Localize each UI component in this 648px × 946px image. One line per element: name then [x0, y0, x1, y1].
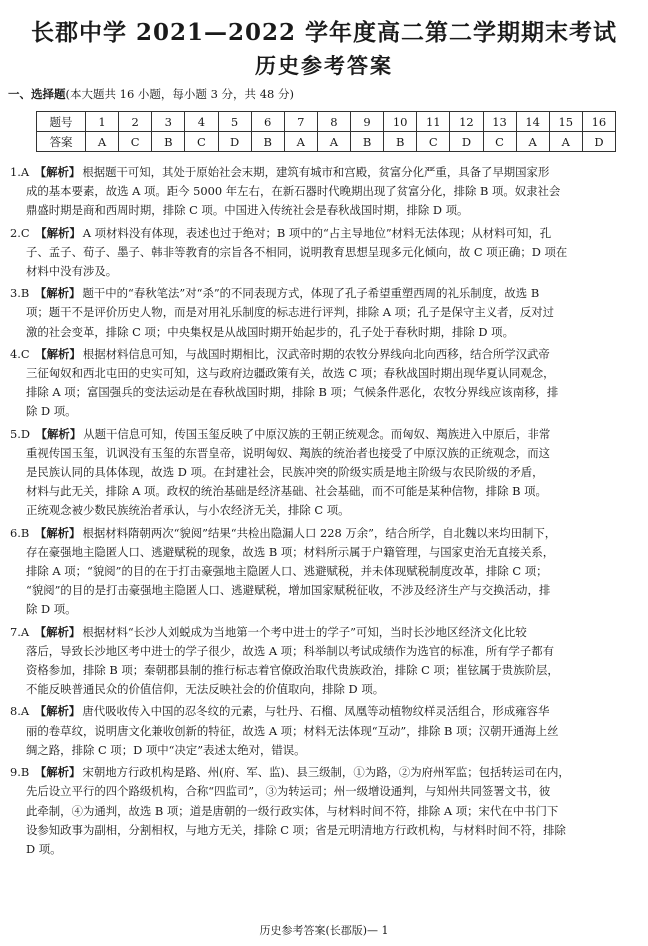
- explanation-line: 落后，导致长沙地区考中进士的学子很少，故选 A 项；科举制以考试成绩作为选官的标准，所有学子都有: [26, 643, 555, 658]
- answer-cell: C: [119, 132, 152, 152]
- explanation-first-line: [10, 163, 638, 182]
- explanation-line: 材料与此无关，排除 A 项。政权的统治基础是经济基础、社会基础，而不可能是某种信物，排除 B 项。: [26, 484, 547, 499]
- explanation-first-line: [10, 763, 638, 782]
- question-number: 1: [86, 112, 119, 132]
- explanation-line: 项；题干不是评价历史人物，而是对用礼乐制度的标志进行评判，排除 A 项；孔子是保守主义者，反对过: [26, 305, 555, 320]
- explanation-line: 设参知政事为副相，分割相权，与地方无关，排除 C 项；省是元明清地方行政机构，与材料时间不符，排除: [26, 822, 566, 837]
- explanation-item: [10, 224, 638, 282]
- item-number: 1.: [10, 165, 21, 179]
- item-answer: A: [20, 624, 30, 639]
- explanation-first-line: [10, 425, 638, 444]
- explanation-line: 根据材料信息可知，与战国时期相比，汉武帝时期的农牧分界线向北向西移，结合所学汉武帝: [82, 346, 550, 361]
- answer-cell: C: [483, 132, 516, 152]
- analysis-tag: 【解析】: [34, 165, 81, 179]
- analysis-tag: 【解析】: [35, 426, 82, 441]
- item-answer: D: [20, 426, 31, 441]
- explanation-line: 除 D 项。: [26, 404, 77, 419]
- answer-cell: A: [516, 132, 549, 152]
- explanation-item: [10, 425, 638, 521]
- item-answer: A: [20, 165, 30, 179]
- item-number: 2.: [10, 225, 21, 240]
- answer-cell: A: [284, 132, 317, 152]
- item-number: 6.: [10, 525, 21, 540]
- question-number: 14: [516, 112, 549, 132]
- explanation-item: [10, 623, 638, 700]
- explanation-line: 丽的卷草纹，说明唐文化兼收创新的特征，故选 A 项；材料无法体现“互动”，排除 B 项；汉朝开通海上丝: [26, 723, 559, 738]
- item-number: 3.: [10, 286, 21, 301]
- explanation-line: 材料中没有涉及。: [26, 264, 118, 279]
- question-number: 9: [351, 112, 384, 132]
- item-number: 9.: [10, 765, 21, 780]
- document-subtitle: 历史参考答案: [255, 54, 393, 78]
- explanation-first-line: [10, 284, 638, 303]
- section-note: (本大题共 16 小题，每小题 3 分，共 48 分): [65, 87, 294, 101]
- explanation-line: 唐代吸收传入中国的忍冬纹的元素，与牡丹、石榴、凤凰等动植物纹样灵活组合，形成雍容华: [82, 704, 550, 719]
- item-answer: C: [20, 346, 30, 361]
- question-number: 4: [185, 112, 218, 132]
- explanation-line: A 项材料没有体现，表述也过于绝对；B 项中的“占主导地位”材料无法体现；从材料可知，孔: [82, 225, 552, 240]
- answer-cell: C: [417, 132, 450, 152]
- question-number: 5: [218, 112, 251, 132]
- item-answer: A: [20, 704, 30, 719]
- explanation-line: 不能反映普通民众的价值信仰，无法反映社会的价值取向，排除 D 项。: [26, 682, 385, 697]
- item-number: 7.: [10, 624, 21, 639]
- explanation-line: 是民族认同的具体体现，故选 D 项。在封建社会，民族冲突的阶级实质是地主阶级与农民阶级的矛盾，: [26, 465, 544, 480]
- explanation-first-line: [10, 224, 638, 243]
- analysis-tag: 【解析】: [34, 624, 81, 639]
- row-label-question: 题号: [37, 112, 86, 132]
- analysis-tag: 【解析】: [34, 704, 81, 719]
- explanation-line: 鼎盛时期是商和西周时期，排除 C 项。中国进入传统社会是春秋战国时期，排除 D 项。: [26, 203, 469, 218]
- explanation-item: [10, 163, 638, 221]
- explanation-line: 排除 A 项；富国强兵的变法运动是在春秋战国时期，排除 B 项；气候条件恶化，农牧分界线应该南移，排: [26, 385, 559, 400]
- explanation-item: [10, 345, 638, 422]
- explanation-line: 重视传国玉玺，讥讽没有玉玺的东晋皇帝，说明匈奴、羯族的统治者也接受了中原汉族的正统观念，而这: [26, 445, 550, 460]
- question-number: 12: [450, 112, 483, 132]
- item-number: 8.: [10, 704, 21, 719]
- answer-cell: A: [549, 132, 582, 152]
- section-label: 一、选择题: [8, 87, 66, 101]
- question-number: 2: [119, 112, 152, 132]
- explanation-line: 此牵制，④为通判，故选 B 项；道是唐朝的一级行政实体，与材料时间不符，排除 A 项；宋代在中书门下: [26, 803, 559, 818]
- question-number-row: [37, 112, 616, 132]
- explanation-line: 根据材料隋朝两次“貌阅”结果“共检出隐漏人口 228 万余”，结合所学，自北魏以来均田制下，: [82, 525, 557, 540]
- explanation-item: [10, 702, 638, 760]
- answer-table: [36, 111, 616, 152]
- analysis-tag: 【解析】: [34, 286, 81, 301]
- explanation-line: 三征匈奴和西北屯田的史实可知，这与政府边疆政策有关，故选 C 项；春秋战国时期出现华夏认同观念，: [26, 366, 555, 381]
- question-number: 8: [317, 112, 350, 132]
- question-number: 3: [152, 112, 185, 132]
- explanation-item: [10, 524, 638, 620]
- question-number: 7: [284, 112, 317, 132]
- answer-cell: A: [317, 132, 350, 152]
- explanation-item: [10, 763, 638, 859]
- answer-cell: A: [86, 132, 119, 152]
- question-number: 6: [251, 112, 284, 132]
- answer-cell: B: [251, 132, 284, 152]
- question-number: 10: [384, 112, 417, 132]
- explanation-line: 根据材料“长沙人刘蜕成为当地第一个考中进士的学子”可知，当时长沙地区经济文化比较: [82, 624, 527, 639]
- explanation-first-line: [10, 702, 638, 721]
- answer-cell: D: [582, 132, 615, 152]
- analysis-tag: 【解析】: [35, 346, 81, 361]
- item-answer: C: [20, 225, 30, 240]
- explanation-first-line: [10, 623, 638, 642]
- explanation-line: 资格参加，排除 B 项；秦朝郡县制的推行标志着官僚政治取代贵族政治，排除 C 项；崔铉属于贵族阶层，: [26, 663, 559, 678]
- explanation-line: 先后设立平行的四个路级机构，合称“四监司”，③为转运司；州一级增设通判，与知州共同签署文书，彼: [26, 784, 551, 799]
- explanation-line: 绸之路，排除 C 项；D 项中“决定”表述太绝对，错误。: [26, 742, 306, 757]
- explanation-line: 正统观念被少数民族统治者承认，与小农经济无关，排除 C 项。: [26, 503, 350, 518]
- item-answer: B: [20, 525, 30, 540]
- explanation-line: 存在豪强地主隐匿人口、逃避赋税的现象，故选 B 项；材料所示属于户籍管理，与国家吏治无直接关系，: [26, 544, 555, 559]
- exam-title: 长郡中学 2021—2022 学年度高二第二学期期末考试: [30, 19, 618, 46]
- item-number: 4.: [10, 346, 21, 361]
- answer-cell: D: [218, 132, 251, 152]
- analysis-tag: 【解析】: [34, 765, 81, 780]
- explanation-line: 成的基本要素，故选 A 项。距今 5000 年左右，在新石器时代晚期出现了贫富分化，排除 B 项。奴隶社会: [26, 184, 561, 199]
- question-number: 11: [417, 112, 450, 132]
- answer-cell: C: [185, 132, 218, 152]
- answer-cell: B: [384, 132, 417, 152]
- explanation-first-line: [10, 345, 638, 364]
- analysis-tag: 【解析】: [34, 525, 81, 540]
- explanation-line: 激的社会变革，排除 C 项；中央集权是从战国时期开始起步的，孔子处于春秋时期，排除 D 项。: [26, 324, 514, 339]
- explanation-line: 除 D 项。: [26, 602, 77, 617]
- page-footer: 历史参考答案(长郡版)— 1: [259, 924, 389, 937]
- explanation-line: 排除 A 项；“貌阅”的目的在于打击豪强地主隐匿人口、逃避赋税，并未体现赋税制度改革，排除 C 项；: [26, 564, 548, 579]
- item-answer: B: [20, 765, 30, 780]
- explanation-line: 根据题干可知，其处于原始社会末期，建筑有城市和宫殿，贫富分化严重，具备了早期国家形: [82, 165, 550, 179]
- answer-cell: B: [351, 132, 384, 152]
- question-number: 16: [582, 112, 615, 132]
- analysis-tag: 【解析】: [35, 225, 81, 240]
- answer-cell: B: [152, 132, 185, 152]
- item-answer: B: [20, 286, 30, 301]
- question-number: 15: [549, 112, 582, 132]
- explanation-line: D 项。: [26, 841, 62, 856]
- question-number: 13: [483, 112, 516, 132]
- item-number: 5.: [10, 426, 21, 441]
- explanation-item: [10, 284, 638, 342]
- section-heading: [8, 86, 294, 102]
- explanation-line: 从题干信息可知，传国玉玺反映了中原汉族的王朝正统观念。而匈奴、羯族进入中原后，非常: [83, 426, 551, 441]
- answer-cell: D: [450, 132, 483, 152]
- explanation-line: “貌阅”的目的是打击豪强地主隐匿人口、逃避赋税，增加国家赋税征收，不涉及经济生产与交换活动，排: [26, 583, 551, 598]
- row-label-answer: 答案: [37, 132, 86, 152]
- explanation-line: 题干中的“春秋笔法”对“杀”的不同表现方式，体现了孔子希望重塑西周的礼乐制度，故选 B: [82, 286, 540, 301]
- answer-row: [37, 132, 616, 152]
- explanation-line: 子、孟子、荀子、墨子、韩非等教育的宗旨各不相同，说明教育思想呈现多元化倾向，故 C 项正确；D 项在: [26, 244, 568, 259]
- explanation-list: [10, 163, 638, 862]
- explanation-first-line: [10, 524, 638, 543]
- explanation-line: 宋朝地方行政机构是路、州(府、军、监)、县三级制，①为路，②为府州军监；包括转运司在内，: [82, 765, 570, 780]
